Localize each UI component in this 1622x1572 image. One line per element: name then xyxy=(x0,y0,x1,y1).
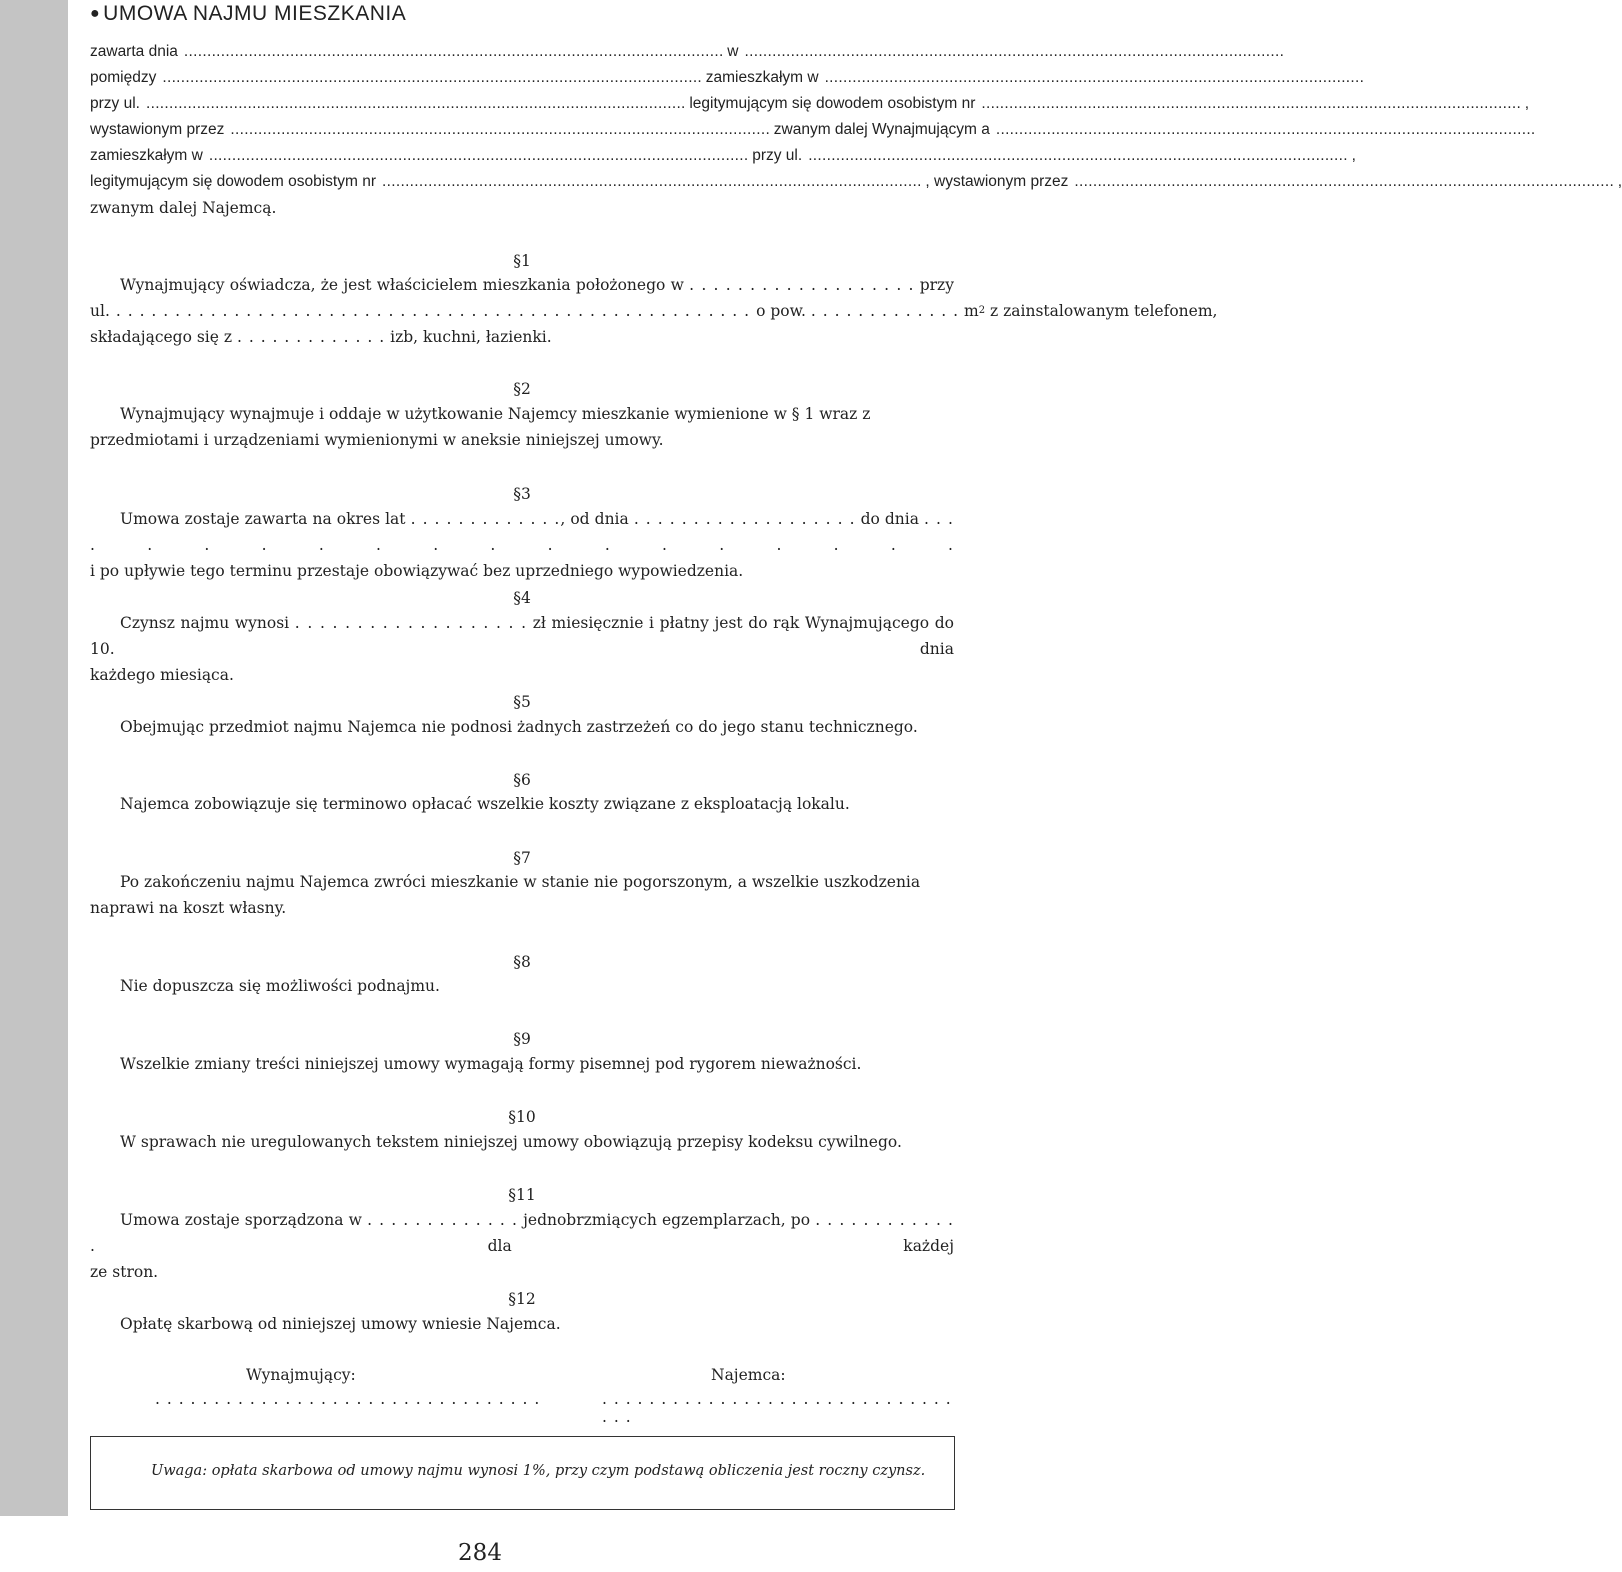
section-11-heading: §11 xyxy=(508,1186,536,1204)
fill-rooms[interactable]: . . . . . . . . . . . . . xyxy=(236,328,386,346)
fill-tenant-name[interactable] xyxy=(996,121,1533,139)
label-landlord-alias: zwanym dalej Wynajmującym a xyxy=(773,121,990,138)
section-9-heading: §9 xyxy=(513,1030,531,1048)
section-10-heading: §10 xyxy=(508,1108,536,1126)
fill-landlord-street[interactable] xyxy=(146,95,683,113)
fill-landlord-id[interactable] xyxy=(981,95,1518,113)
note-text: Uwaga: opłata skarbowa od umowy najmu wynosi 1%, przy czym podstawą obliczenia jest roczny czynsz. xyxy=(151,1463,926,1479)
fill-place[interactable] xyxy=(744,43,1281,61)
comma: , xyxy=(1524,95,1530,112)
section-1-line-2: ul. . . . . . . . . . . . . . . . . . . . . . . . . . . . . . . . . . . . . . . . . . . . . . . . . . . . . . . o pow. . . . . . . . . . . . . . m 2 z zainstalowanym telefonem, xyxy=(90,298,954,324)
fill-date[interactable] xyxy=(184,43,721,61)
section-4-line-1: Czynsz najmu wynosi . . . . . . . . . . . . . . . . . . . zł miesięcznie i płatny jest do rąk Wynajmującego do 10. dnia xyxy=(90,614,954,658)
header-line-7: zwanym dalej Najemcą. xyxy=(90,199,277,217)
signature-line-tenant[interactable]: . . . . . . . . . . . . . . . . . . . . . . . . . . . . . . . . . xyxy=(602,1390,952,1426)
section-10-text: W sprawach nie uregulowanych tekstem niniejszej umowy obowiązują przepisy kodeksu cywilnego. xyxy=(120,1133,902,1151)
fill-landlord-city[interactable] xyxy=(825,69,1362,87)
fill-tenant-id[interactable] xyxy=(382,173,919,191)
page-number: 284 xyxy=(458,1540,502,1566)
section-1-line-3: składającego się z . . . . . . . . . . . . . izb, kuchni, łazienki. xyxy=(90,328,552,346)
section-7-heading: §7 xyxy=(513,849,531,867)
header-line-6 xyxy=(90,173,1622,191)
section-4-text xyxy=(90,610,954,688)
bullet-icon: ● xyxy=(90,5,101,22)
section-1-line-1: Wynajmujący oświadcza, że jest właścicielem mieszkania położonego w . . . . . . . . . . . . . . . . . . . przy xyxy=(120,276,954,294)
section-3-line-1: Umowa zostaje zawarta na okres lat . . . . . . . . . . . . ., od dnia . . . . . . . . . . . . . . . . . . . do dnia . . . . . . . . . . . . . . . . . . . xyxy=(90,510,954,554)
signature-line-landlord[interactable]: . . . . . . . . . . . . . . . . . . . . . . . . . . . . . . . . . xyxy=(155,1390,541,1408)
section-2-heading: §2 xyxy=(513,380,531,398)
section-5-text: Obejmując przedmiot najmu Najemca nie podnosi żadnych zastrzeżeń co do jego stanu technicznego. xyxy=(120,718,918,736)
fill-tenant-street[interactable] xyxy=(808,147,1345,165)
header-line-1 xyxy=(90,43,954,61)
fill-years[interactable]: . . . . . . . . . . . . . xyxy=(410,510,561,528)
label-date: zawarta dnia xyxy=(90,43,178,60)
title-text: UMOWA NAJMU MIESZKANIA xyxy=(103,2,407,25)
header-line-2 xyxy=(90,69,954,87)
comma: , xyxy=(1617,173,1622,190)
fill-landlord-issuer[interactable] xyxy=(230,121,767,139)
signature-label-tenant: Najemca: xyxy=(711,1366,786,1384)
section-5-heading: §5 xyxy=(513,693,531,711)
section-1-text xyxy=(90,272,1218,350)
label-street: przy ul. xyxy=(90,95,140,112)
section-4-heading: §4 xyxy=(513,589,531,607)
fill-landlord-name[interactable] xyxy=(162,69,699,87)
section-9-text: Wszelkie zmiany treści niniejszej umowy wymagają formy pisemnej pod rygorem nieważności. xyxy=(120,1055,862,1073)
fill-start-date[interactable]: . . . . . . . . . . . . . . . . . . . xyxy=(633,510,856,528)
fill-copies[interactable]: . . . . . . . . . . . . . xyxy=(367,1211,518,1229)
section-11-line-1: Umowa zostaje sporządzona w . . . . . . . . . . . . . jednobrzmiących egzemplarzach, po . . . . . . . . . . . . . dla każdej xyxy=(90,1211,954,1255)
fill-tenant-city[interactable] xyxy=(209,147,746,165)
label-id-number: legitymującym się dowodem osobistym nr xyxy=(90,173,376,190)
section-8-text: Nie dopuszcza się możliwości podnajmu. xyxy=(120,977,440,995)
label-residing: zamieszkałym w xyxy=(705,69,819,86)
section-1-heading: §1 xyxy=(513,252,531,270)
section-12-heading: §12 xyxy=(508,1290,536,1308)
label-place: w xyxy=(727,43,739,60)
section-7-text: Po zakończeniu najmu Najemca zwróci mieszkanie w stanie nie pogorszonym, a wszelkie uszkodzenia naprawi na koszt własny. xyxy=(90,873,921,917)
section-11-text xyxy=(90,1207,954,1285)
signature-label-landlord: Wynajmujący: xyxy=(246,1366,356,1384)
section-4-line-2: każdego miesiąca. xyxy=(90,666,234,684)
comma: , xyxy=(1351,147,1356,164)
fill-end-date[interactable]: . . . . . . . . . . . . . . . . . . . xyxy=(90,510,954,554)
fill-copies-each[interactable]: . . . . . . . . . . . . . xyxy=(90,1211,954,1255)
label-issued-by: , wystawionym przez xyxy=(925,173,1069,190)
section-6-heading: §6 xyxy=(513,771,531,789)
document-title xyxy=(90,2,406,26)
header-line-5 xyxy=(90,147,1356,165)
fill-rent[interactable]: . . . . . . . . . . . . . . . . . . . xyxy=(294,614,528,632)
label-id-number: legitymującym się dowodem osobistym nr xyxy=(689,95,976,112)
header-line-4 xyxy=(90,121,990,139)
header-line-3 xyxy=(90,95,1530,113)
section-3-line-2: i po upływie tego terminu przestaje obowiązywać bez uprzedniego wypowiedzenia. xyxy=(90,562,744,580)
fill-area[interactable]: . . . . . . . . . . . . . xyxy=(810,302,960,320)
section-3-text xyxy=(90,506,954,584)
page-gutter xyxy=(0,0,68,1516)
note-box xyxy=(90,1436,955,1510)
section-2-text: Wynajmujący wynajmuje i oddaje w użytkowanie Najemcy mieszkanie wymienione w § 1 wraz z przedmiotami i urządzeniami wymienionymi w aneksie niniejszej umowy. xyxy=(90,405,871,449)
label-street: przy ul. xyxy=(752,147,803,164)
section-6-text: Najemca zobowiązuje się terminowo opłacać wszelkie koszty związane z eksploatacją lokalu. xyxy=(120,795,850,813)
fill-tenant-issuer[interactable] xyxy=(1074,173,1611,191)
section-12-text: Opłatę skarbową od niniejszej umowy wniesie Najemca. xyxy=(120,1315,561,1333)
label-between: pomiędzy xyxy=(90,69,157,86)
fill-address-street[interactable]: . . . . . . . . . . . . . . . . . . . . . . . . . . . . . . . . . . . . . . . . . . . . . . . . . . . . . . xyxy=(115,302,751,320)
fill-address-city[interactable]: . . . . . . . . . . . . . . . . . . . xyxy=(689,276,915,294)
section-8-heading: §8 xyxy=(513,953,531,971)
section-3-heading: §3 xyxy=(513,485,531,503)
label-issued-by: wystawionym przez xyxy=(90,121,225,138)
label-residing: zamieszkałym w xyxy=(90,147,203,164)
section-11-line-2: ze stron. xyxy=(90,1263,159,1281)
